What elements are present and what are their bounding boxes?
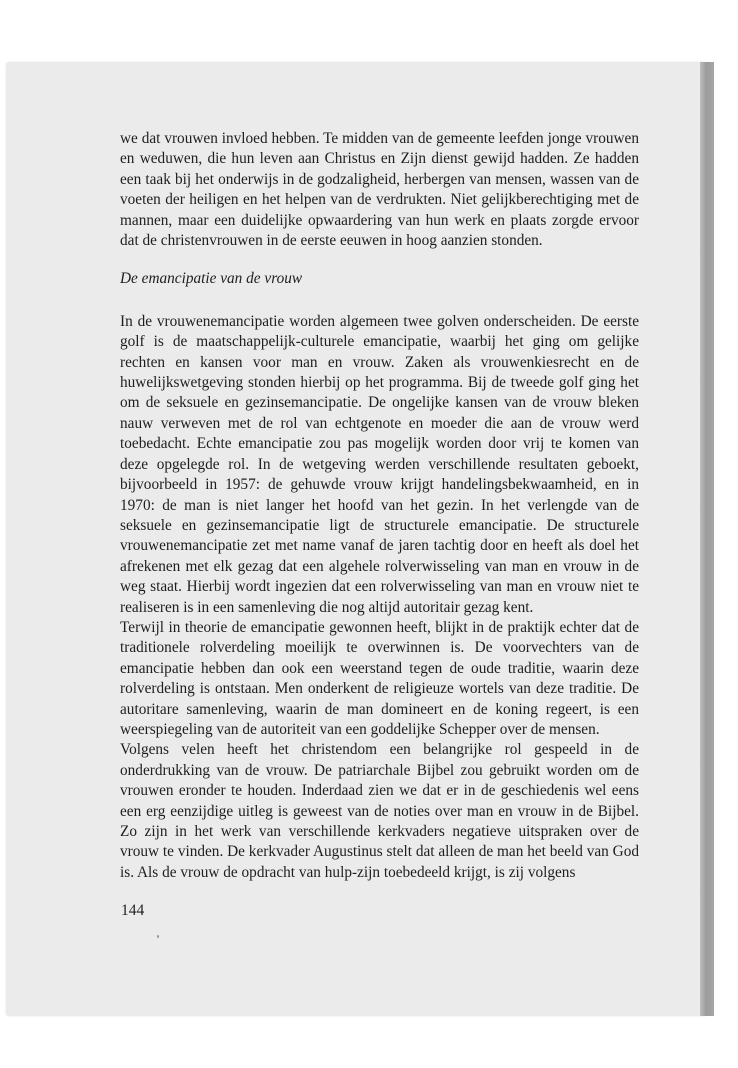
section-heading: De emancipatie van de vrouw bbox=[120, 270, 303, 288]
paragraph-christianity: Volgens velen heeft het christendom een belangrijke rol gespeeld in de onderdrukking van de vrouw. De patriarchale Bijbel zou gebruikt worden om de vrouwen eronder te houden. Inderdaad zien we dat er in de geschiedenis wel eens een erg eenzijdige uitleg is geweest van de noties over man en vrouw in de Bijbel. Zo zijn in het werk van verschillende kerkvaders negatieve uitspraken over de vrouw te vinden. De kerkvader Augustinus stelt dat alleen de man het beeld van God is. Als de vrouw de opdracht van hulp-zijn toebedeeld krijgt, is zij volgens bbox=[120, 741, 639, 881]
page-edge-shadow bbox=[700, 62, 714, 1016]
body-text bbox=[120, 129, 639, 883]
scan-speck bbox=[157, 935, 159, 938]
paragraph-intro: we dat vrouwen invloed hebben. Te midden van de gemeente leefden jonge vrouwen en weduwen, die hun leven aan Christus en Zijn dienst gewijd hadden. Ze hadden een taak bij het onderwijs in de godzaligheid, herbergen van mensen, wassen van de voeten der heiligen en het helpen van de verdrukten. Niet gelijkberechtiging met de mannen, maar een duidelijke opwaardering van hun werk en plaats zorgde ervoor dat de christenvrouwen in de eerste eeuwen in hoog aanzien stonden. bbox=[120, 130, 639, 250]
paragraph-first-wave: In de vrouwenemancipatie worden algemeen twee golven onderscheiden. De eerste golf is de maatschappelijk-culturele emancipatie, waarbij het ging om gelijke rechten en kansen voor man en vrouw. Zaken als vrouwenkiesrecht en de huwelijkswetgeving stonden hierbij op het programma. Bij de tweede golf ging het om de seksuele en gezinsemancipatie. De ongelijke kansen van de vrouw bleken nauw verweven met de rol van echtgenote en moeder die aan de vrouw werd toebedacht. Echte emancipatie zou pas mogelijk worden door vrij te komen van deze opgelegde rol. In de wetgeving werden verschillende resultaten geboekt, bijvoorbeeld in 1957: de gehuwde vrouw krijgt handelingsbekwaamheid, en in 1970: de man is niet langer het hoofd van het gezin. In het verlengde van de seksuele en gezinsemancipatie ligt de structurele emancipatie. De structurele vrouwenemancipatie zet met name vanaf de jaren tachtig door en heeft als doel het afrekenen met elk gezag dat een algehele rolverwisseling van man en vrouw in de weg staat. Hierbij wordt ingezien dat een rolverwisseling van man en vrouw niet te realiseren is in een samenleving die nog altijd autoritair gezag kent. bbox=[120, 312, 639, 616]
page-number: 144 bbox=[121, 902, 145, 919]
paragraph-traditional-roles: Terwijl in theorie de emancipatie gewonnen heeft, blijkt in de praktijk echter dat de traditionele rolverdeling moeilijk te overwinnen is. De voorvechters van de emancipatie hebben dan ook een weerstand tegen de oude traditie, waarin deze rolverdeling is ontstaan. Men onderkent de religieuze wortels van deze traditie. De autoritare samenleving, waarin de man domineert en de koning regeert, is een weerspiegeling van de autoriteit van een goddelijke Schepper over de mensen. bbox=[120, 618, 639, 738]
